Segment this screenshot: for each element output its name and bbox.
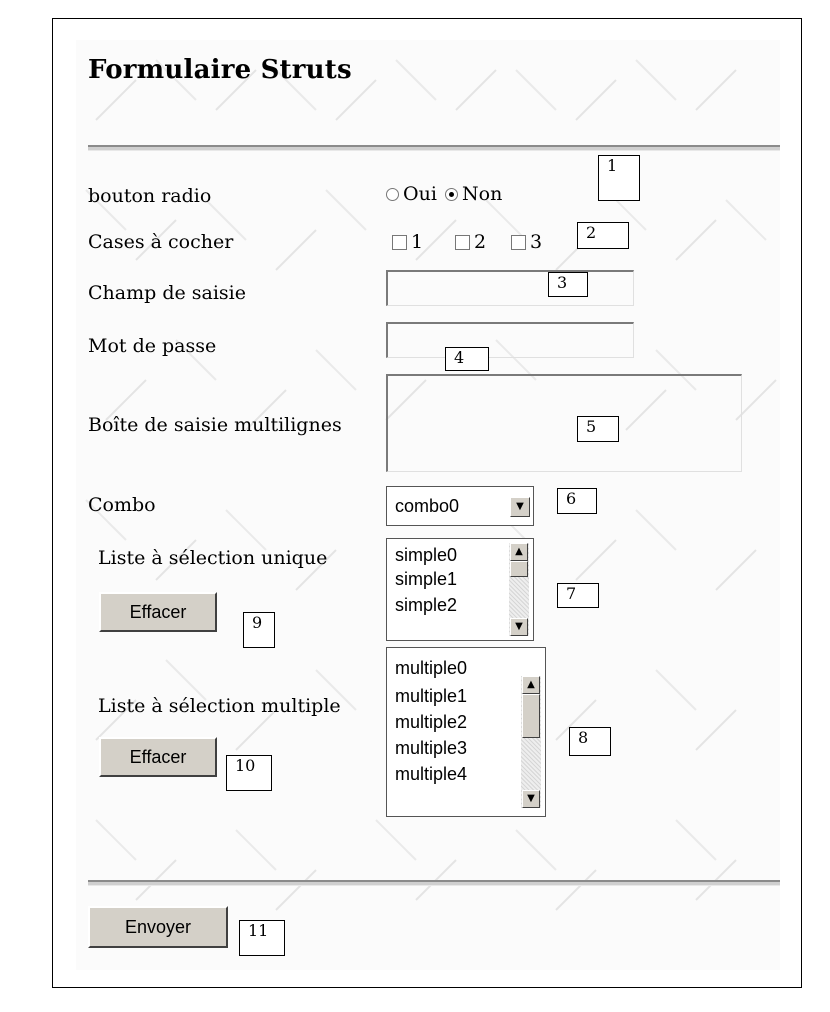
radio-label: bouton radio: [88, 185, 212, 207]
clear-multiple-button[interactable]: Effacer: [99, 737, 217, 777]
checkbox-3[interactable]: [511, 231, 542, 253]
radio-option-oui[interactable]: [386, 183, 437, 205]
multi-select-list[interactable]: [386, 647, 546, 817]
single-list-scrollbar[interactable]: [509, 543, 529, 636]
list-item[interactable]: multiple2: [395, 712, 468, 732]
list-item[interactable]: simple2: [395, 595, 458, 615]
text-input[interactable]: [386, 270, 634, 306]
combo-selected-value: combo0: [395, 496, 460, 516]
scroll-thumb[interactable]: [510, 561, 528, 577]
radio-option-non[interactable]: [445, 183, 502, 205]
callout-5: 5: [577, 416, 619, 442]
list-item[interactable]: multiple1: [395, 686, 468, 706]
text-field-label: Champ de saisie: [88, 282, 246, 304]
callout-8: 8: [569, 727, 611, 756]
password-input[interactable]: [386, 322, 634, 358]
callout-7: 7: [557, 583, 599, 608]
clear-single-button[interactable]: Effacer: [99, 592, 217, 632]
list-item[interactable]: simple0: [395, 545, 458, 565]
multi-list-scrollbar[interactable]: [521, 676, 541, 808]
multi-list-label: Liste à sélection multiple: [98, 695, 341, 717]
scroll-up-icon[interactable]: ▲: [510, 543, 528, 561]
combo-select[interactable]: [386, 486, 534, 526]
radio-oui-label: Oui: [403, 183, 437, 205]
checkbox-3-label: 3: [530, 231, 543, 253]
scroll-up-icon[interactable]: ▲: [522, 676, 540, 694]
list-item[interactable]: multiple3: [395, 738, 468, 758]
single-select-list[interactable]: [386, 538, 534, 641]
callout-3: 3: [548, 272, 588, 297]
bottom-divider: [88, 880, 780, 886]
callout-4: 4: [445, 347, 489, 371]
checkbox-1-box[interactable]: [392, 235, 407, 250]
callout-1: 1: [598, 155, 640, 201]
radio-oui-circle[interactable]: [386, 188, 399, 201]
checkbox-label: Cases à cocher: [88, 231, 234, 253]
callout-9: 9: [243, 612, 275, 648]
multiline-textarea[interactable]: [386, 374, 742, 472]
scroll-down-icon[interactable]: ▼: [510, 618, 528, 636]
password-label: Mot de passe: [88, 335, 217, 357]
list-item[interactable]: multiple4: [395, 764, 468, 784]
list-item[interactable]: simple1: [395, 569, 458, 589]
checkbox-2[interactable]: [455, 231, 486, 253]
combo-dropdown-icon[interactable]: ▼: [510, 497, 530, 517]
single-list-label: Liste à sélection unique: [98, 547, 328, 569]
page-title: Formulaire Struts: [88, 55, 352, 85]
callout-6: 6: [557, 488, 597, 514]
submit-button[interactable]: Envoyer: [88, 906, 228, 948]
scroll-thumb[interactable]: [522, 694, 540, 738]
callout-10: 10: [226, 755, 272, 791]
list-item[interactable]: multiple0: [395, 658, 468, 678]
callout-11: 11: [239, 920, 285, 956]
radio-non-label: Non: [462, 183, 503, 205]
checkbox-2-label: 2: [474, 231, 487, 253]
checkbox-1[interactable]: [392, 231, 423, 253]
scroll-down-icon[interactable]: ▼: [522, 790, 540, 808]
checkbox-1-label: 1: [411, 231, 424, 253]
callout-2: 2: [577, 222, 629, 249]
radio-non-circle[interactable]: [445, 188, 458, 201]
checkbox-3-box[interactable]: [511, 235, 526, 250]
top-divider: [88, 145, 780, 151]
combo-label: Combo: [88, 494, 156, 516]
textarea-label: Boîte de saisie multilignes: [88, 414, 342, 436]
checkbox-2-box[interactable]: [455, 235, 470, 250]
